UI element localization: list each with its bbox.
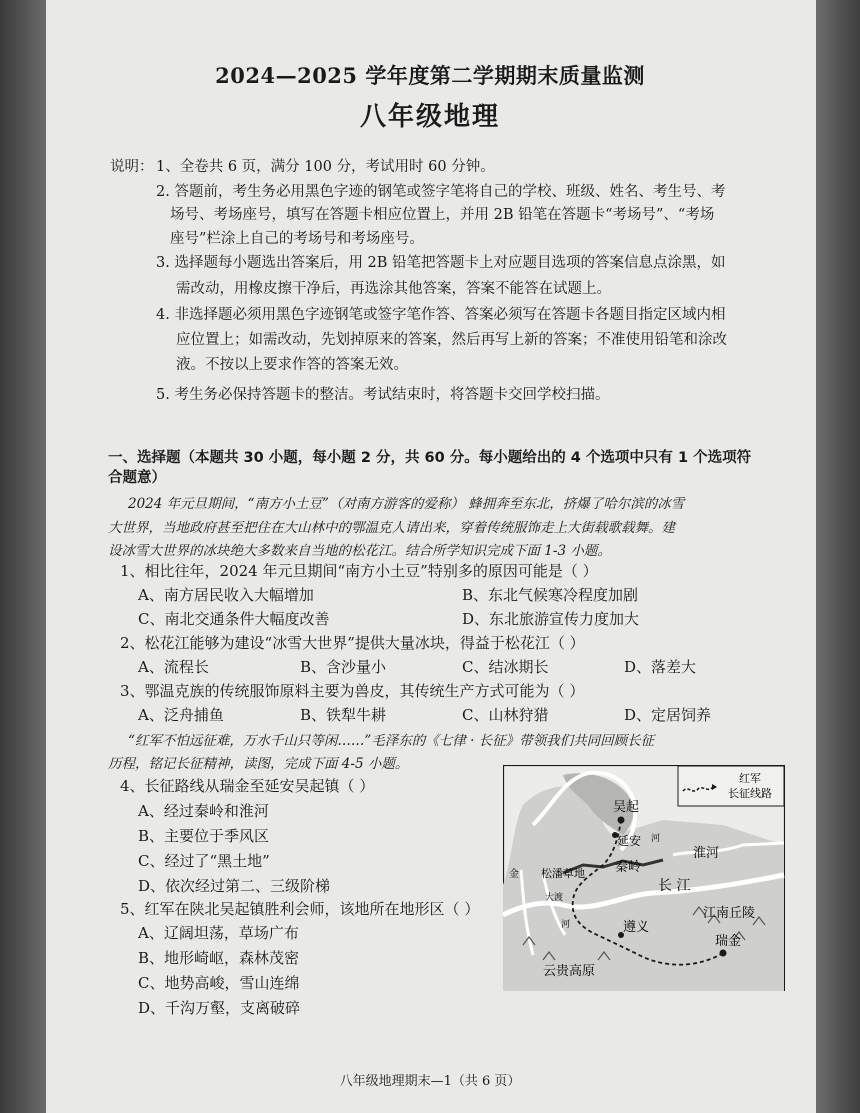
label-yanan: 延安 [617, 834, 642, 848]
legend-label-1: 红军 [739, 772, 761, 785]
question-5-stem: 5、红军在陕北吴起镇胜利会师，该地所在地形区（ ） [120, 900, 480, 918]
question-2-stem: 2、松花江能够为建设“冰雪大世界”提供大量冰块，得益于松花江（ ） [120, 634, 585, 652]
label-wuqi: 吴起 [613, 800, 640, 815]
label-zunyi: 遵义 [623, 920, 650, 935]
long-march-map [503, 765, 785, 991]
instruction-line: 需改动，用橡皮擦干净后，再选涂其他答案，答案不能答在试题上。 [176, 281, 611, 297]
instructions-prefix: 说明： [110, 159, 154, 175]
label-jiangnan: 江南丘陵 [703, 906, 756, 921]
label-huaihe: 淮河 [693, 846, 720, 861]
question-4-stem: 4、长征路线从瑞金至延安吴起镇（ ） [120, 777, 375, 795]
label-yungui: 云贵高原 [543, 964, 596, 979]
instruction-line: 液。不按以上要求作答的答案无效。 [176, 357, 408, 373]
question-3-option-b[interactable]: B、铁犁牛耕 [300, 706, 387, 724]
label-qinling: 秦岭 [615, 860, 642, 875]
question-1-option-a[interactable]: A、南方居民收入大幅增加 [138, 586, 314, 604]
passage-line: 2024 年元旦期间，“南方小土豆”（对南方游客的爱称） 蜂拥奔至东北，挤爆了哈尔滨的冰雪 [128, 496, 685, 512]
question-1-option-d[interactable]: D、东北旅游宣传力度加大 [462, 610, 640, 628]
question-3-option-c[interactable]: C、山林狩猎 [462, 706, 549, 724]
question-1-option-b[interactable]: B、东北气候寒冷程度加剧 [462, 586, 639, 604]
question-4-option-d[interactable]: D、依次经过第二、三级阶梯 [138, 877, 331, 895]
label-dadu-river: 河 [561, 920, 571, 930]
question-5-option-d[interactable]: D、千沟万壑，支离破碎 [138, 999, 301, 1017]
instruction-line: 1、全卷共 6 页，满分 100 分，考试用时 60 分钟。 [156, 159, 495, 175]
label-songpan: 松潘草地 [541, 867, 585, 880]
instruction-line: 应位置上；如需改动，先划掉原来的答案，然后再写上新的答案；不准使用铅笔和涂改 [176, 332, 727, 348]
question-5-option-c[interactable]: C、地势高峻，雪山连绵 [138, 974, 300, 992]
section-heading: 合题意） [108, 470, 166, 486]
exam-title: 2024—2025 学年度第二学期期末质量监测 [215, 63, 645, 88]
question-1-stem: 1、相比往年，2024 年元旦期间“南方小土豆”特别多的原因可能是（ ） [120, 562, 598, 580]
question-2-option-c[interactable]: C、结冰期长 [462, 658, 549, 676]
question-3-stem: 3、鄂温克族的传统服饰原料主要为兽皮，其传统生产方式可能为（ ） [120, 682, 585, 700]
question-2-option-b[interactable]: B、含沙量小 [300, 658, 387, 676]
exam-subject: 八年级地理 [359, 102, 500, 132]
question-1-option-c[interactable]: C、南北交通条件大幅度改善 [138, 610, 330, 628]
question-4-option-b[interactable]: B、主要位于季风区 [138, 827, 270, 845]
map-legend [678, 766, 784, 806]
instruction-line: 座号”栏涂上自己的考场号和考场座号。 [170, 231, 424, 247]
question-5-option-b[interactable]: B、地形崎岖，森林茂密 [138, 949, 300, 967]
passage-line: “红军不怕远征难，万水千山只等闲……”毛泽东的《七律 · 长征》带领我们共同回顾长征 [128, 733, 655, 749]
label-ruijin: 瑞金 [715, 934, 742, 949]
question-2-option-d[interactable]: D、落差大 [624, 658, 697, 676]
question-3-option-a[interactable]: A、泛舟捕鱼 [138, 706, 224, 724]
label-yellow-river: 河 [651, 834, 661, 844]
passage-line: 历程，铭记长征精神，读图，完成下面 4-5 小题。 [108, 756, 409, 772]
question-3-option-d[interactable]: D、定居饲养 [624, 706, 712, 724]
instruction-line: 5. 考生务必保持答题卡的整洁。考试结束时，将答题卡交回学校扫描。 [156, 387, 610, 403]
question-4-option-c[interactable]: C、经过了“黑土地” [138, 852, 270, 870]
instruction-line: 2. 答题前，考生务必用黑色字迹的钢笔或签字笔将自己的学校、班级、姓名、考生号、考 [156, 184, 726, 200]
label-changjiang: 长 江 [658, 878, 691, 894]
label-jin: 金 [509, 869, 519, 880]
question-4-option-a[interactable]: A、经过秦岭和淮河 [138, 802, 269, 820]
instruction-line: 场号、考场座号，填写在答题卡相应位置上，并用 2B 铅笔在答题卡“考场号”、“考场 [170, 207, 715, 223]
wuqi-marker [618, 817, 625, 824]
legend-label-2: 长征线路 [728, 787, 772, 800]
passage-line: 大世界，当地政府甚至把住在大山林中的鄂温克人请出来，穿着传统服饰走上大街载歌载舞。建 [108, 520, 675, 536]
section-heading: 一、选择题（本题共 30 小题，每小题 2 分，共 60 分。每小题给出的 4 个选项中只有 1 个选项符 [108, 450, 752, 466]
scan-border-right [816, 0, 860, 1113]
label-dadu: 大渡 [545, 893, 564, 903]
passage-line: 设冰雪大世界的冰块绝大多数来自当地的松花江。结合所学知识完成下面 1-3 小题。 [108, 543, 611, 559]
question-5-option-a[interactable]: A、辽阔坦荡，草场广布 [138, 924, 299, 942]
instruction-line: 3. 选择题每小题选出答案后，用 2B 铅笔把答题卡上对应题目选项的答案信息点涂黑，如 [156, 255, 726, 271]
ruijin-marker [720, 950, 727, 957]
question-2-option-a[interactable]: A、流程长 [138, 658, 209, 676]
scan-border-left [0, 0, 46, 1113]
page-footer: 八年级地理期末—1（共 6 页） [339, 1074, 521, 1089]
instruction-line: 4. 非选择题必须用黑色字迹钢笔或签字笔作答、答案必须写在答题卡各题目指定区域内相 [156, 307, 726, 323]
